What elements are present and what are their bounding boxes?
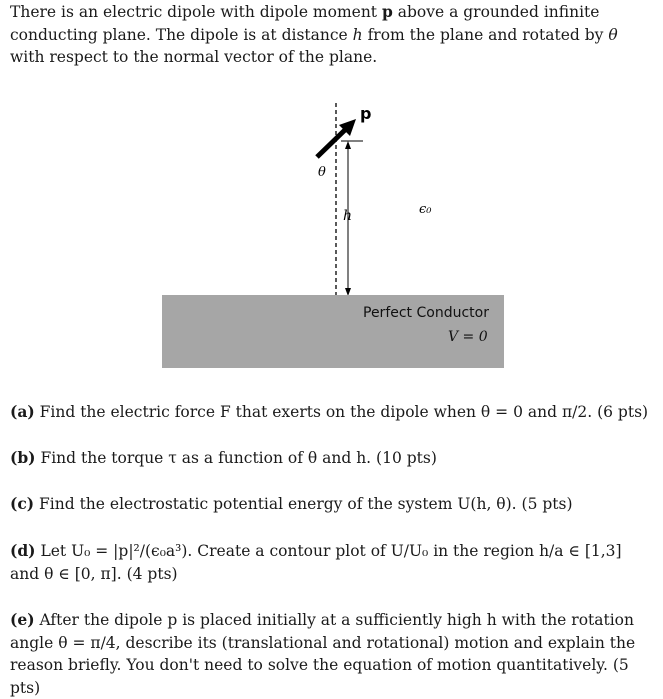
question-a-tag: (a)	[10, 402, 35, 421]
potential-label: V = 0	[448, 329, 488, 345]
intro-height-symbol: h	[352, 25, 363, 44]
intro-text-2: above a grounded infinite conducting plane. The dipole is at distance	[10, 3, 600, 44]
question-b	[10, 447, 655, 470]
height-label: h	[343, 208, 353, 224]
question-e-text: After the dipole p is placed initially at a sufficiently high h with the rotation angle θ = π/4, describe its (translational and rotational) motion and explain the reason briefly. You don't need to solve the equation of motion quantitatively. (5 pts)	[10, 611, 636, 697]
question-a	[10, 401, 655, 424]
question-d-text: Let U₀ = |p|²/(ϵ₀a³). Create a contour plot of U/U₀ in the region h/a ∈ [1,3] and θ ∈ [0, π]. (4 pts)	[10, 542, 622, 583]
question-b-text: Find the torque τ as a function of θ and h. (10 pts)	[35, 449, 437, 467]
question-b-tag: (b)	[10, 448, 36, 467]
question-c-tag: (c)	[10, 494, 35, 513]
intro-angle-symbol: θ	[608, 25, 618, 44]
question-d	[10, 540, 655, 585]
intro-dipole-symbol: p	[381, 2, 393, 21]
height-arrowhead-down	[345, 288, 351, 296]
permittivity-label: ϵ₀	[419, 202, 432, 217]
dipole-arrow	[317, 128, 347, 157]
dipole-label: p	[360, 104, 372, 123]
angle-label: θ	[318, 165, 326, 180]
height-arrowhead-up	[345, 141, 351, 149]
intro-text-1: There is an electric dipole with dipole moment	[10, 3, 382, 21]
question-d-tag: (d)	[10, 541, 36, 560]
question-a-text: Find the electric force F that exerts on the dipole when θ = 0 and π/2. (6 pts)	[34, 403, 649, 421]
question-e-tag: (e)	[10, 610, 35, 629]
intro-text-4: with respect to the normal vector of the plane.	[10, 48, 378, 66]
conductor-label: Perfect Conductor	[363, 305, 489, 321]
question-c-text: Find the electrostatic potential energy of the system U(h, θ). (5 pts)	[34, 495, 573, 513]
dipole-figure	[0, 95, 663, 375]
intro-text-3: from the plane and rotated by	[362, 25, 609, 44]
question-c	[10, 493, 655, 516]
problem-intro	[10, 1, 655, 69]
